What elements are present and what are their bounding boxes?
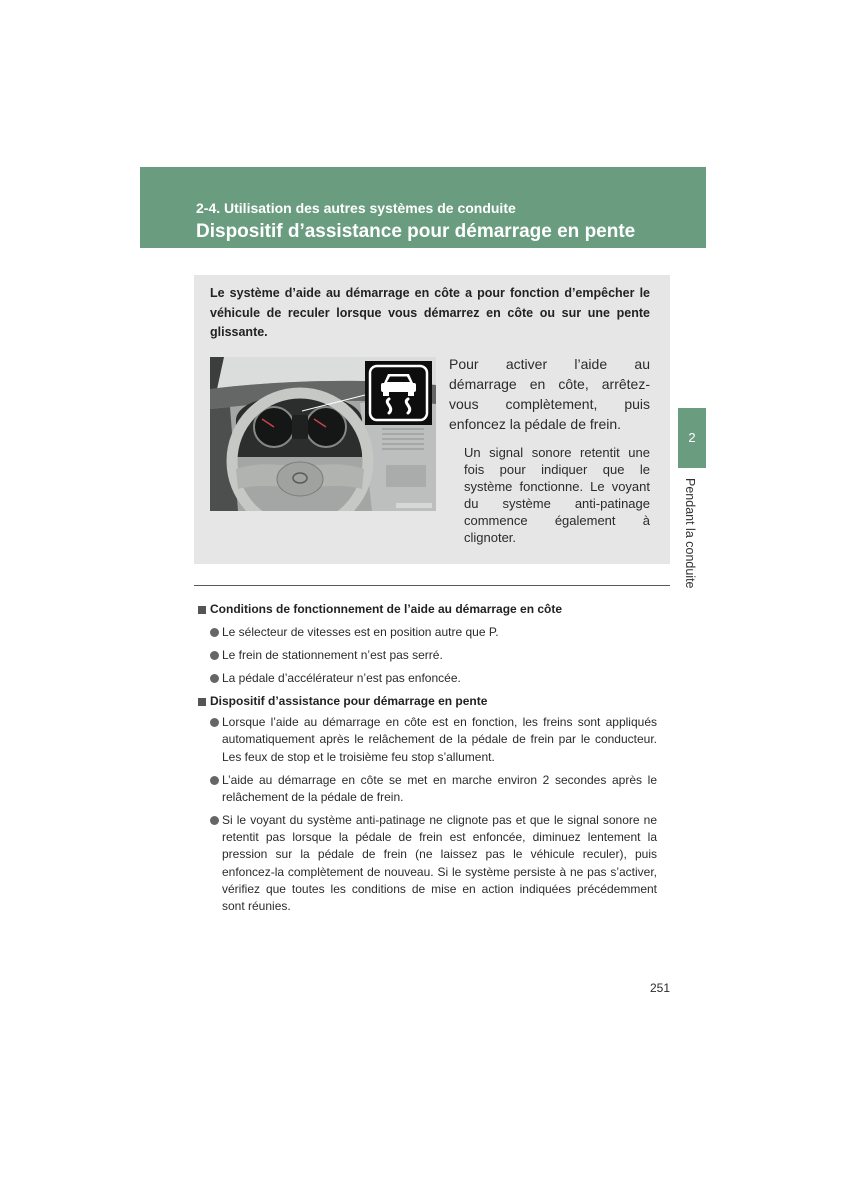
list-item-line: relâchement de la pédale de frein. — [222, 789, 404, 804]
square-bullet-icon — [198, 698, 206, 706]
chapter-tab-label: Pendant la conduite — [683, 478, 697, 589]
instruction-line: démarrage en côte, arrêtez- — [449, 376, 650, 392]
page-number: 251 — [650, 981, 671, 995]
divider — [194, 585, 670, 586]
note-line: commence également à — [464, 512, 650, 528]
square-bullet-icon — [198, 606, 206, 614]
note-line: Un signal sonore retentit une — [464, 444, 650, 460]
note-line: du système anti-patinage — [464, 495, 650, 511]
instruction-line: Pour activer l’aide au — [449, 356, 650, 372]
instruction-line: vous complètement, puis — [449, 396, 650, 412]
chapter-tab — [678, 408, 706, 468]
list-item-line: pression sur la pédale de frein (ne laissez pas le véhicule reculer), puis — [222, 847, 657, 862]
list-item-line: enfoncez-la complètement de nouveau. Si le système persiste à ne pas s’activer, — [222, 864, 657, 879]
list-item — [198, 647, 657, 664]
steering-hub — [277, 462, 323, 496]
list-item-line: Les feux de stop et le troisième feu stop s’allument. — [222, 749, 495, 764]
list-item-line: sont réunies. — [222, 899, 291, 914]
intro-line: véhicule de reculer lorsque vous démarrez en côte ou sur une pente — [210, 305, 650, 320]
list-item — [198, 670, 657, 687]
slip-indicator-icon — [365, 361, 432, 425]
round-bullet-icon — [210, 651, 219, 660]
note-line: système fonctionne. Le voyant — [464, 478, 650, 494]
round-bullet-icon — [210, 816, 219, 825]
list-item-line: Le sélecteur de vitesses est en position autre que P. — [222, 624, 499, 639]
round-bullet-icon — [210, 628, 219, 637]
note-line: clignoter. — [464, 529, 517, 545]
list-item-line: L’aide au démarrage en côte se met en marche environ 2 secondes après le — [222, 772, 657, 787]
body-content — [198, 601, 657, 916]
round-bullet-icon — [210, 674, 219, 683]
list-item — [198, 714, 657, 766]
section-heading — [198, 693, 657, 710]
list-item — [198, 772, 657, 807]
dashboard-illustration — [210, 357, 436, 511]
instruction-text — [449, 354, 650, 434]
intro-line: glissante. — [210, 325, 268, 339]
intro-line: Le système d’aide au démarrage en côte a pour fonction d’empêcher le — [210, 286, 650, 300]
list-item-line: automatiquement après le relâchement de la pédale de frein par le conducteur. — [222, 732, 657, 747]
list-item — [198, 624, 657, 641]
list-item-line: vérifiez que toutes les conditions de mise en action indiquées précédemment — [222, 881, 657, 896]
instruction-note — [464, 444, 650, 546]
list-item-line: Si le voyant du système anti-patinage ne clignote pas et que le signal sonore ne — [222, 812, 657, 827]
summary-panel — [194, 275, 670, 564]
chapter-header — [140, 167, 706, 248]
list-item-line: Le frein de stationnement n’est pas serré. — [222, 647, 443, 662]
instruction-line: enfoncez la pédale de frein. — [449, 416, 622, 432]
note-line: fois pour indiquer que le — [464, 461, 650, 477]
list-item-line: La pédale d’accélérateur n’est pas enfoncée. — [222, 670, 461, 685]
list-item — [198, 812, 657, 916]
section-heading — [198, 601, 657, 618]
chapter-number: 2 — [688, 430, 696, 445]
intro-text — [210, 284, 650, 343]
round-bullet-icon — [210, 776, 219, 785]
list-item-line: retentit pas lorsque la pédale de frein est enfoncée, diminuez lentement la — [222, 830, 657, 845]
dashboard-figure — [210, 357, 436, 511]
list-item-line: Lorsque l’aide au démarrage en côte est en fonction, les freins sont appliqués — [222, 714, 657, 729]
section-heading-text: Dispositif d’assistance pour démarrage en pente — [210, 693, 488, 708]
section-heading-text: Conditions de fonctionnement de l’aide au démarrage en côte — [210, 602, 563, 616]
page-title: Dispositif d’assistance pour démarrage en pente — [196, 221, 636, 242]
section-breadcrumb: 2-4. Utilisation des autres systèmes de conduite — [196, 200, 516, 216]
round-bullet-icon — [210, 718, 219, 727]
